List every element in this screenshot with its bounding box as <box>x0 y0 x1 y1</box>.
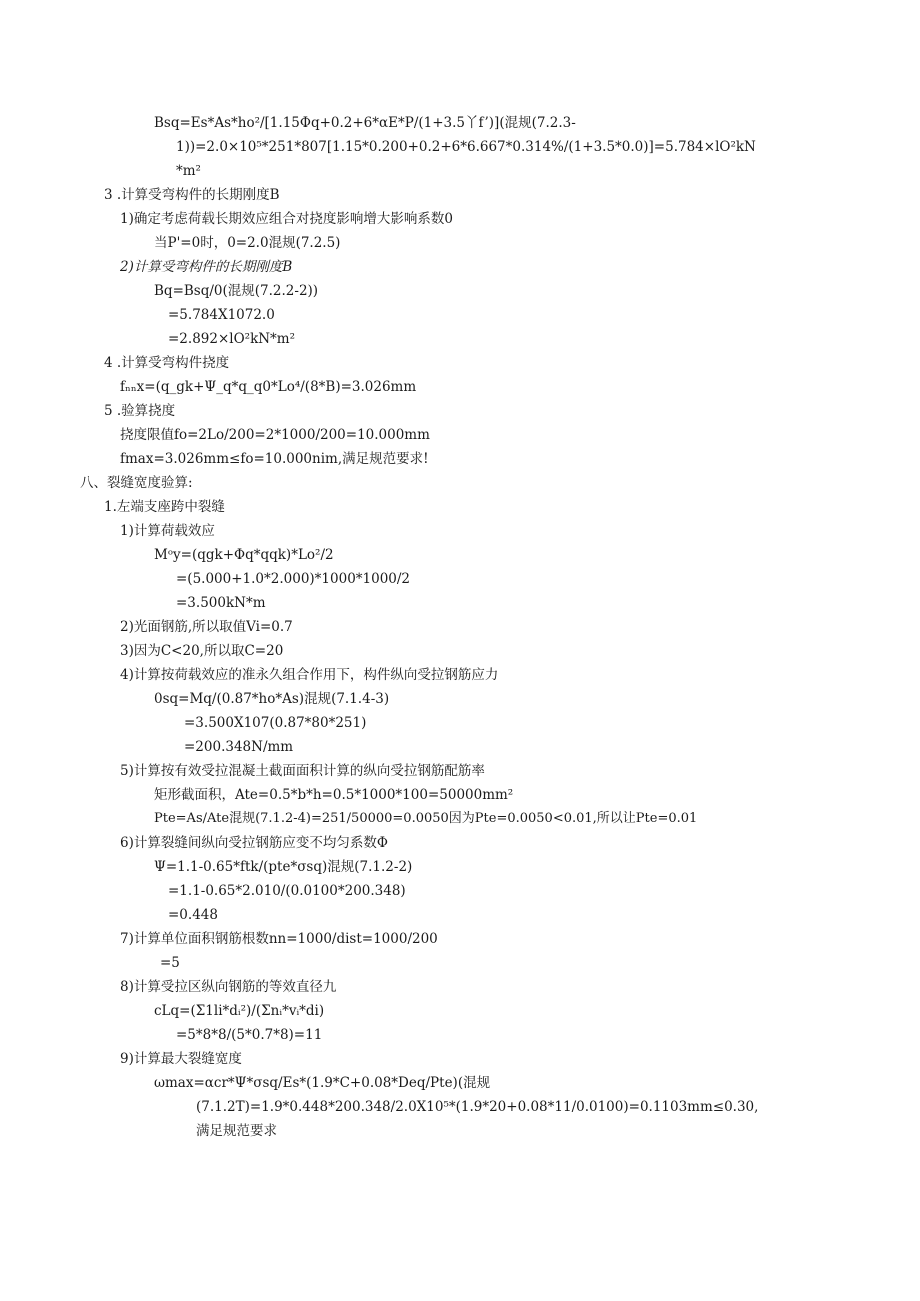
formula-line: =200.348N/mm <box>184 739 294 755</box>
formula-line: ωmax=αcr*Ψ*σsq/Es*(1.9*C+0.08*Deq/Pte)(混规 <box>154 1075 491 1091</box>
step-heading: 8)计算受拉区纵向钢筋的等效直径九 <box>120 979 337 995</box>
formula-line: Bq=Bsq/0(混规(7.2.2-2)) <box>154 283 319 299</box>
step-heading: 2)计算受弯构件的长期刚度B <box>120 259 293 275</box>
formula-line: fₙₙx=(q_gk+Ψ_q*q_q0*Lo⁴/(8*B)=3.026mm <box>120 379 417 395</box>
formula-line: Pte=As/Ate混规(7.1.2-4)=251/50000=0.0050因为Pte=0.0050<0.01,所以让Pte=0.01 <box>154 811 698 826</box>
chapter-heading-crack-width: 八、裂缝宽度验算: <box>80 475 193 491</box>
step-heading: 9)计算最大裂缝宽度 <box>120 1051 242 1067</box>
section-heading-check-deflection: 5 .验算挠度 <box>104 403 176 419</box>
formula-line: 当P'=0时，0=2.0混规(7.2.5) <box>154 235 341 251</box>
formula-line: =3.500X107(0.87*80*251) <box>184 715 367 731</box>
step-heading: 1)计算荷载效应 <box>120 523 215 539</box>
bsq-formula-line-2: 1))=2.0×10⁵*251*807[1.15*0.200+0.2+6*6.667*0.314%/(1+3.5*0.0)]=5.784×lO²kN <box>176 139 756 155</box>
step-heading: 5)计算按有效受拉混凝土截面面积计算的纵向受拉钢筋配筋率 <box>120 763 485 779</box>
formula-line: cLq=(Σ1li*dᵢ²)/(Σnᵢ*vᵢ*di) <box>154 1003 325 1019</box>
step-heading: 1)确定考虑荷载长期效应组合对挠度影响增大影响系数0 <box>120 211 453 227</box>
step-heading: 7)计算单位面积钢筋根数nn=1000/dist=1000/200 <box>120 931 438 947</box>
formula-line: =5.784X1072.0 <box>168 307 275 323</box>
section-heading-deflection: 4 .计算受弯构件挠度 <box>104 355 230 371</box>
formula-line: =1.1-0.65*2.010/(0.0100*200.348) <box>168 883 406 899</box>
formula-line: 挠度限值fo=2Lo/200=2*1000/200=10.000mm <box>120 427 430 443</box>
formula-line: 满足规范要求 <box>196 1123 277 1139</box>
step-heading: 2)光面钢筋,所以取值Vi=0.7 <box>120 619 293 635</box>
formula-line: =5 <box>160 955 180 971</box>
formula-line: Mᵒy=(qgk+Φq*qqk)*Lo²/2 <box>154 547 334 563</box>
formula-line: =(5.000+1.0*2.000)*1000*1000/2 <box>176 571 411 587</box>
formula-line: =3.500kN*m <box>176 595 266 611</box>
section-heading-left-support: 1.左端支座跨中裂缝 <box>104 499 225 515</box>
formula-line: (7.1.2T)=1.9*0.448*200.348/2.0X10⁵*(1.9*20+0.08*11/0.0100)=0.1103mm≤0.30, <box>196 1099 759 1115</box>
formula-line: =2.892×lO²kN*m² <box>168 331 296 347</box>
step-heading: 6)计算裂缝间纵向受拉钢筋应变不均匀系数Φ <box>120 835 388 851</box>
formula-line: 0sq=Mq/(0.87*ho*As)混规(7.1.4-3) <box>154 691 390 707</box>
formula-line: fmax=3.026mm≤fo=10.000nim,满足规范要求! <box>120 451 429 467</box>
formula-line: 矩形截面积，Ate=0.5*b*h=0.5*1000*100=50000mm² <box>154 787 514 803</box>
step-heading: 4)计算按荷载效应的准永久组合作用下，构件纵向受拉钢筋应力 <box>120 667 499 683</box>
formula-line: Ψ=1.1-0.65*ftk/(pte*σsq)混规(7.1.2-2) <box>154 859 413 875</box>
bsq-formula-line-1: Bsq=Es*As*ho²/[1.15Φq+0.2+6*αE*P/(1+3.5丫f’)](混规(7.2.3- <box>154 115 576 131</box>
formula-line: =5*8*8/(5*0.7*8)=11 <box>176 1027 323 1043</box>
bsq-formula-line-3: *m² <box>176 163 201 179</box>
section-heading-long-term-stiffness: 3 .计算受弯构件的长期刚度B <box>104 187 280 203</box>
formula-line: =0.448 <box>168 907 218 923</box>
step-heading: 3)因为C<20,所以取C=20 <box>120 643 284 659</box>
